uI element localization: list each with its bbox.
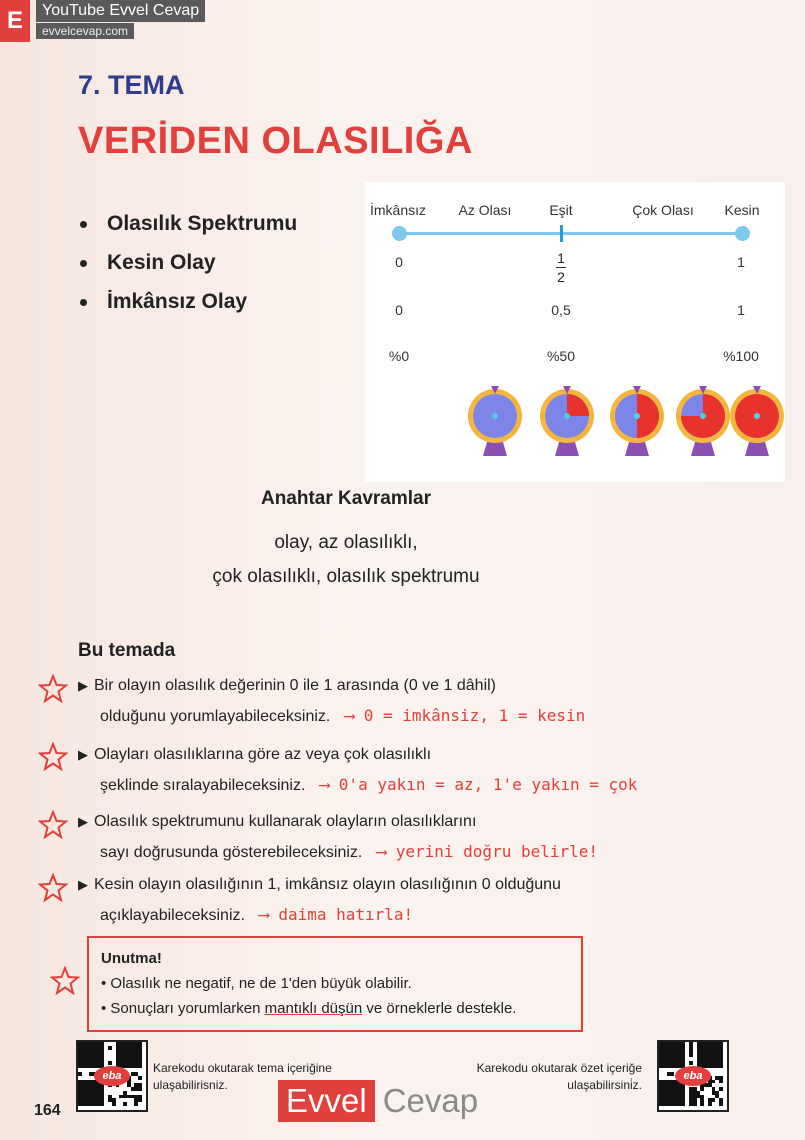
handwritten-note: yerini doğru belirle! [395,842,599,861]
star-icon [38,742,68,772]
decimal-left: 0 [395,302,403,318]
handwritten-arrow-icon: ⟶ [309,775,339,794]
page-number: 164 [34,1102,61,1119]
spinner-icon [537,382,597,462]
objective-text: Kesin olayın olasılığının 1, imkânsız olayın olasılığının 0 olduğunu [94,876,561,893]
spectrum-end-point [735,226,750,241]
spectrum-line [398,232,743,235]
footer-brand-left: Evvel [278,1080,375,1122]
topic-item [80,290,297,314]
objective-text: olduğunu yorumlayabileceksiniz. [100,708,331,725]
footer-brand-right: Cevap [382,1082,479,1119]
reminder-item: • Olasılık ne negatif, ne de 1'den büyük olabilir. [101,975,412,992]
channel-name: YouTube Evvel Cevap [36,0,205,22]
topic-label: Kesin Olay [107,251,216,274]
reminder-box [87,936,583,1032]
objectives-title: Bu temada [78,640,176,661]
play-arrow-icon: ▶ [78,747,88,762]
percent-left: %0 [388,348,410,364]
reminder-underlined-text: mantıklı düşün [264,1000,363,1017]
channel-url[interactable]: evvelcevap.com [36,23,134,39]
star-icon [38,873,68,903]
fraction-numerator: 1 [557,250,565,266]
spectrum-label: Kesin [724,202,760,218]
objective-text: açıklayabileceksiniz. [100,907,245,924]
reminder-text: • Sonuçları yorumlarken [101,1000,265,1017]
fraction-bar [556,267,566,268]
tema-label: 7. TEMA [78,70,185,100]
bullet-icon [80,260,87,267]
spinner-icon [673,382,733,462]
qr-code-topic[interactable] [76,1040,148,1112]
topic-label: İmkânsız Olay [107,290,248,313]
qr-caption-line: Karekodu okutarak özet içeriğe [476,1061,642,1075]
spectrum-start-point [392,226,407,241]
reminder-title: Unutma! [101,950,162,967]
bullet-icon [80,221,87,228]
percent-right: %100 [723,348,759,364]
decimal-mid: 0,5 [551,302,571,318]
star-icon [38,810,68,840]
eba-logo: eba [675,1066,711,1086]
objective-item [78,671,585,732]
objective-text: Bir olayın olasılık değerinin 0 ile 1 arasında (0 ve 1 dâhil) [94,677,496,694]
objective-text: Olayları olasılıklarına göre az veya çok olasılıklı [94,746,432,763]
objective-text: Olasılık spektrumunu kullanarak olayların olasılıklarını [94,813,477,830]
qr-caption-line: ulaşabilirisniz. [153,1078,228,1092]
qr-code-summary[interactable] [657,1040,729,1112]
handwritten-arrow-icon: ⟶ [249,905,279,924]
decimal-right: 1 [737,302,745,318]
fraction-left: 0 [395,254,403,270]
fraction-right: 1 [737,254,745,270]
objective-item [78,807,598,868]
fraction-denominator: 2 [557,269,565,285]
eba-logo: eba [94,1066,130,1086]
spectrum-label: Eşit [549,202,573,218]
star-icon [38,674,68,704]
star-icon [50,966,80,996]
qr-right-caption [460,1060,642,1094]
key-concepts-line: çok olasılıklı, olasılık spektrumu [212,566,480,587]
reminder-text: ve örneklerle destekle. [362,1000,517,1017]
key-concepts-title: Anahtar Kavramlar [260,488,432,509]
topic-list [80,212,297,329]
qr-caption-line: ulaşabilirsini̇z. [567,1078,642,1092]
chapter-title: VERİDEN OLASILIĞA [78,120,473,162]
spectrum-mid-tick [560,225,563,242]
handwritten-note: 0'a yakın = az, 1'e yakın = çok [338,775,638,794]
qr-caption-line: Karekodu okutarak tema içeriğine [153,1061,332,1075]
handwritten-note: daima hatırla! [278,905,414,924]
objective-text: şeklinde sıralayabileceksiniz. [100,777,306,794]
footer-brand [278,1080,486,1122]
objective-item [78,870,561,931]
play-arrow-icon: ▶ [78,814,88,829]
play-arrow-icon: ▶ [78,877,88,892]
handwritten-arrow-icon: ⟶ [366,842,396,861]
topic-label: Olasılık Spektrumu [107,212,298,235]
spinner-icon [607,382,667,462]
spectrum-label: Çok Olası [632,202,694,218]
percent-mid: %50 [546,348,576,364]
topic-item [80,251,297,275]
reminder-item [101,1000,516,1017]
spinner-icon [465,382,525,462]
spinner-icon [727,382,787,462]
play-arrow-icon: ▶ [78,678,88,693]
bullet-icon [80,299,87,306]
objective-item [78,740,637,801]
brand-logo: E [0,0,30,42]
handwritten-note: 0 = imkânsiz, 1 = kesin [363,706,586,725]
fraction-half [556,250,566,285]
handwritten-arrow-icon: ⟶ [334,706,364,725]
probability-spectrum [365,182,785,482]
channel-info [36,0,205,39]
spectrum-label: Az Olası [458,202,512,218]
topic-item [80,212,297,236]
top-watermark-bar [0,0,205,42]
key-concepts-line: olay, az olasılıklı, [274,532,418,553]
objective-text: sayı doğrusunda gösterebileceksiniz. [100,844,363,861]
spectrum-label: İmkânsız [369,202,427,218]
